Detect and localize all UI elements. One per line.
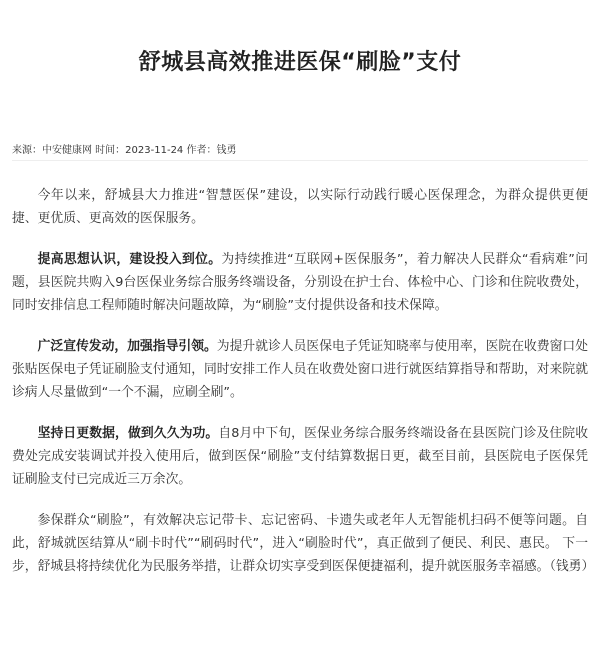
paragraph-lead: 提高思想认识，建设投入到位。 [37, 252, 222, 267]
paragraph-text: 为持续推进“互联网+医保服务”，着力解决人民群众“看病难”问题，县医院共购入9台医保业务综合服务终端设备，分别设在护士台、体检中心、门诊和住院收费处，同时安排信息工程师随时解决问题故障，为“刷脸”支付提供设备和技术保障。 [12, 252, 589, 313]
paragraph-lead: 广泛宣传发动，加强指导引领。 [37, 339, 217, 354]
paragraph-text: 为提升就诊人员医保电子凭证知晓率与使用率，医院在收费窗口处张贴医保电子凭证刷脸支付通知，同时安排工作人员在收费处窗口进行就医结算指导和帮助，对来院就诊病人尽量做到“一个不漏，应刷全刷”。 [12, 339, 589, 400]
paragraph-text: 今年以来，舒城县大力推进“智慧医保”建设，以实际行动践行暖心医保理念，为群众提供更便捷、更优质、更高效的医保服务。 [12, 188, 588, 226]
paragraph-awareness [12, 248, 588, 317]
article-body [12, 184, 595, 596]
paragraph-daily-data [12, 422, 588, 491]
divider [12, 160, 588, 161]
article-title: 舒城县高效推进医保“刷脸”支付 [138, 49, 462, 75]
article-meta: 来源：中安健康网 时间：2023-11-24 作者：钱勇 [12, 145, 237, 156]
paragraph-text: 自8月中下旬，医保业务综合服务终端设备在县医院门诊及住院收费处完成安装调试并投入使用后，做到医保“刷脸”支付结算数据日更，截至目前，县医院电子医保凭证刷脸支付已完成近三万余次。 [12, 426, 588, 487]
paragraph-publicity [12, 335, 588, 404]
paragraph-conclusion [12, 509, 595, 578]
paragraph-text: 参保群众“刷脸”，有效解决忘记带卡、忘记密码、卡遗失或老年人无智能机扫码不便等问题。自此，舒城就医结算从“刷卡时代”“刷码时代”，进入“刷脸时代”，真正做到了便民、利民、惠民。 下一步，舒城县将持续优化为民服务举措，让群众切实享受到医保便捷福利，提升就医服务幸福感。（钱勇） [12, 513, 595, 574]
paragraph-intro [12, 184, 588, 230]
paragraph-lead: 坚持日更数据，做到久久为功。 [37, 426, 219, 441]
